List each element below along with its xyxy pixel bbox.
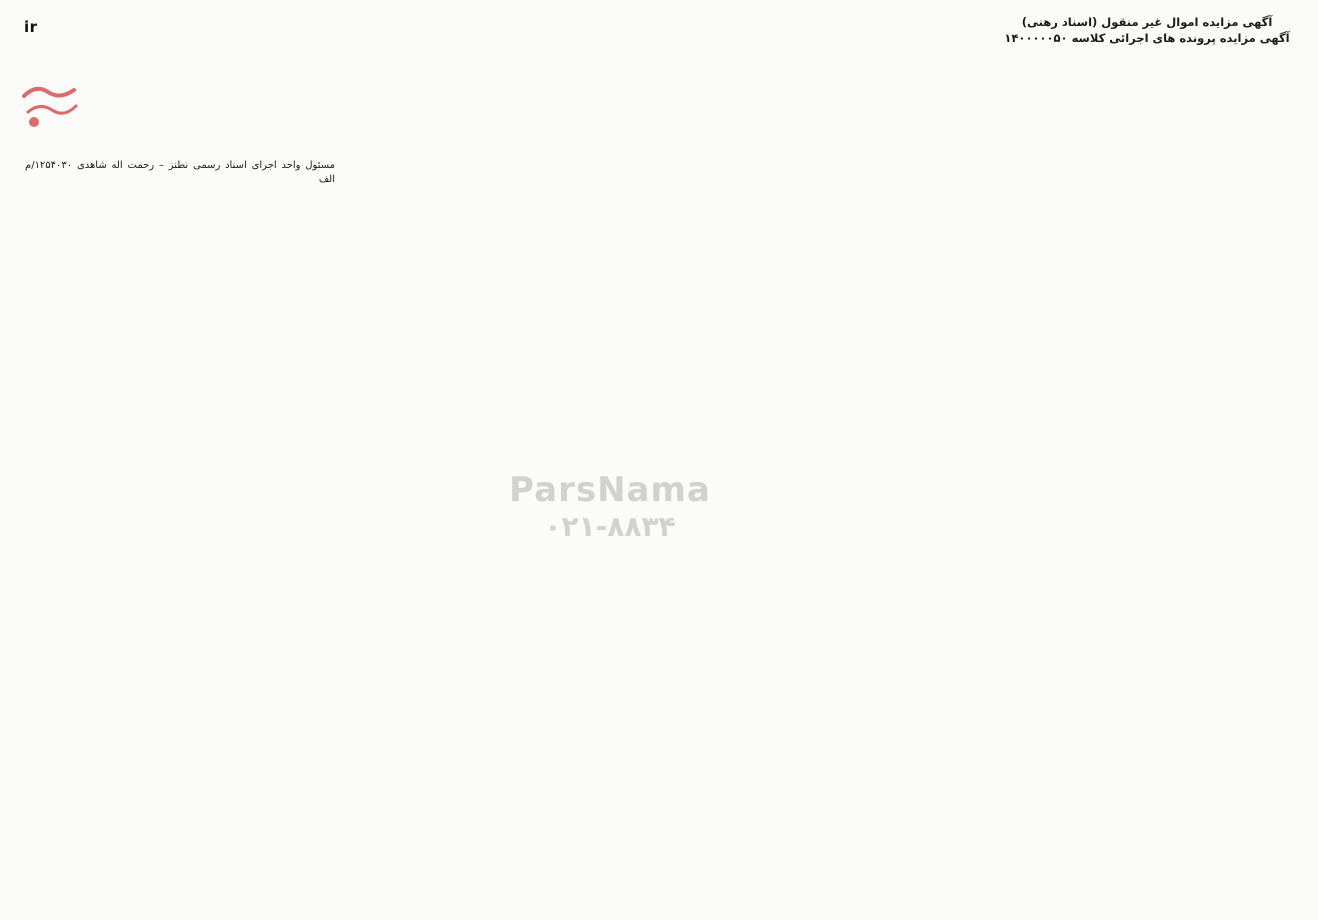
column-4 — [21, 14, 335, 912]
watermark-brand: ParsNama — [509, 470, 711, 510]
column-2 — [664, 14, 974, 912]
notice-title: آگهی مزایده اموال غیر منقول (اسناد رهنی) — [1021, 15, 1273, 29]
corner-logo: ir — [24, 18, 38, 36]
column-1 — [986, 14, 1308, 912]
column-3 — [347, 14, 652, 912]
text-columns — [10, 14, 1308, 912]
notice-subtitle: آگهی مزایده پرونده های اجرائی کلاسه ۱۴۰۰۰۰۰۵۰ — [1004, 31, 1290, 45]
watermark-phone: ۰۲۱-۸۸۳۴ — [544, 510, 676, 543]
contact-line: مسئول واحد اجرای اسناد رسمی نطنز – رحمت اله شاهدی ۱۲۵۴۰۳۰/م الف — [21, 160, 335, 185]
notice-header — [986, 14, 1308, 46]
